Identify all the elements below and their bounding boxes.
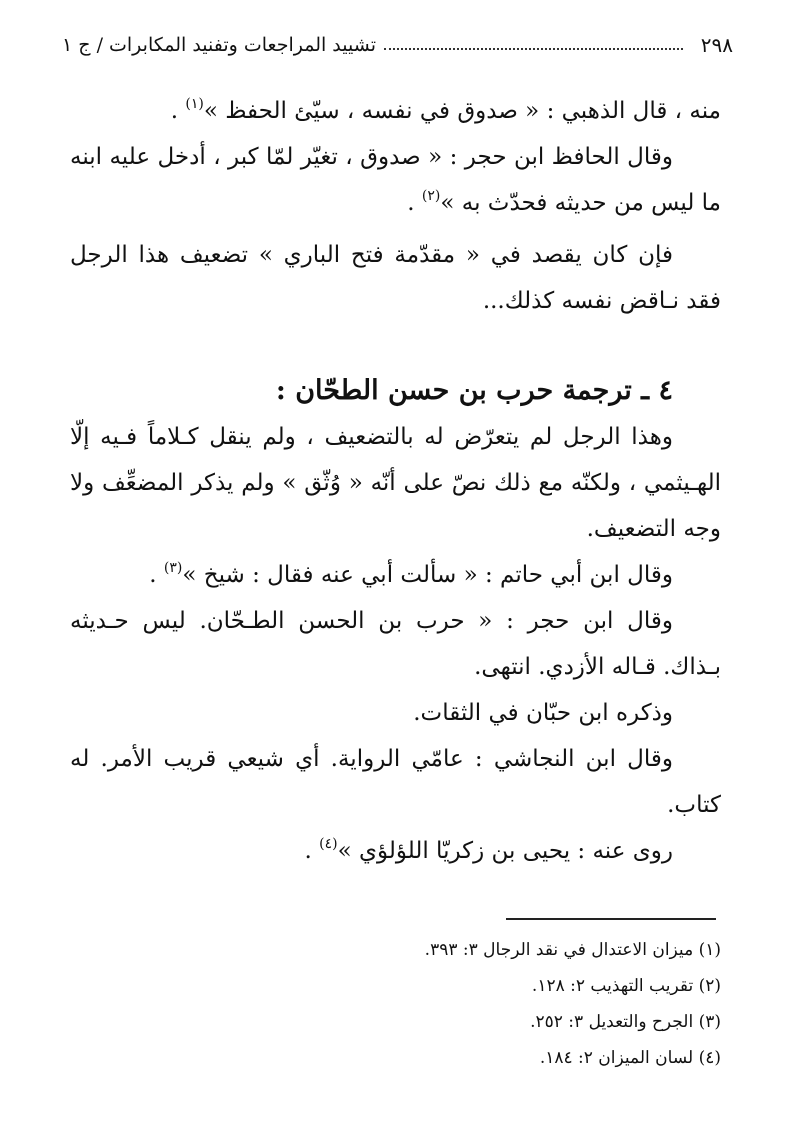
- paragraph-2: وقال الحافظ ابن حجر : « صدوق ، تغيّر لمّا كبر ، أدخل عليه ابنه ما ليس من حديثه فحدّث به »$^{(٢)}$ .: [70, 144, 721, 216]
- running-title: تشييد المراجعات وتفنيد المكابرات / ج ١: [62, 34, 376, 56]
- paragraph-5: وقال ابن أبي حاتم : « سألت أبي عنه فقال : شيخ »$^{(٣)}$ .: [149, 560, 673, 588]
- paragraph-4: وهذا الرجل لم يتعرّض له بالتضعيف ، ولم ينقل كـلاماً فـيه إلّا الهـيثمي ، ولكنّه مع ذلك نصّ على أنّه « وُثّق » ولم يذكر المضعِّف ولا وجه التضعيف.: [70, 424, 721, 542]
- paragraph-6: وقال ابن حجر : « حرب بن الحسن الطـحّان. ليس حـديثه بـذاك. قـاله الأزدي. انتهى.: [70, 608, 721, 680]
- main-text-block-2: [70, 368, 721, 874]
- page-header: [62, 30, 733, 60]
- footnotes-section: [300, 932, 721, 1076]
- page-number: ٢٩٨: [700, 33, 733, 57]
- paragraph-7: وذكره ابن حبّان في الثقات.: [413, 700, 673, 726]
- footnote-ref-1[interactable]: (١): [185, 96, 204, 112]
- main-text-block-1: [70, 88, 721, 324]
- footnote-4: (٤) لسان الميزان ٢: ١٨٤.: [539, 1048, 721, 1068]
- paragraph-9: روى عنه : يحيى بن زكريّا اللؤلؤي »$^{(٤)}$ .: [304, 836, 673, 864]
- paragraph-3: فإن كان يقصد في « مقدّمة فتح الباري » تضعيف هذا الرجل فقد نـاقض نفسه كذلك...: [70, 242, 721, 314]
- paragraph-1: منه ، قال الذهبي : « صدوق في نفسه ، سيّئ الحفظ »$^{(١)}$ .: [170, 96, 721, 124]
- footnote-ref-2[interactable]: (٢): [421, 188, 441, 204]
- footnote-1: (١) ميزان الاعتدال في نقد الرجال ٣: ٣٩٣.: [424, 940, 721, 960]
- footnote-3: (٣) الجرح والتعديل ٣: ٢٥٢.: [530, 1012, 721, 1032]
- footnote-2: (٢) تقريب التهذيب ٢: ١٢٨.: [531, 976, 721, 996]
- paragraph-8: وقال ابن النجاشي : عامّي الرواية. أي شيعي قريب الأمر. له كتاب.: [70, 746, 721, 818]
- footnote-ref-3[interactable]: (٣): [163, 560, 183, 576]
- header-leader-dots: [384, 48, 683, 50]
- footnote-ref-4[interactable]: (٤): [319, 836, 338, 852]
- footnote-divider: [506, 918, 716, 920]
- section-heading: ٤ ـ ترجمة حرب بن حسن الطحّان :: [275, 375, 673, 406]
